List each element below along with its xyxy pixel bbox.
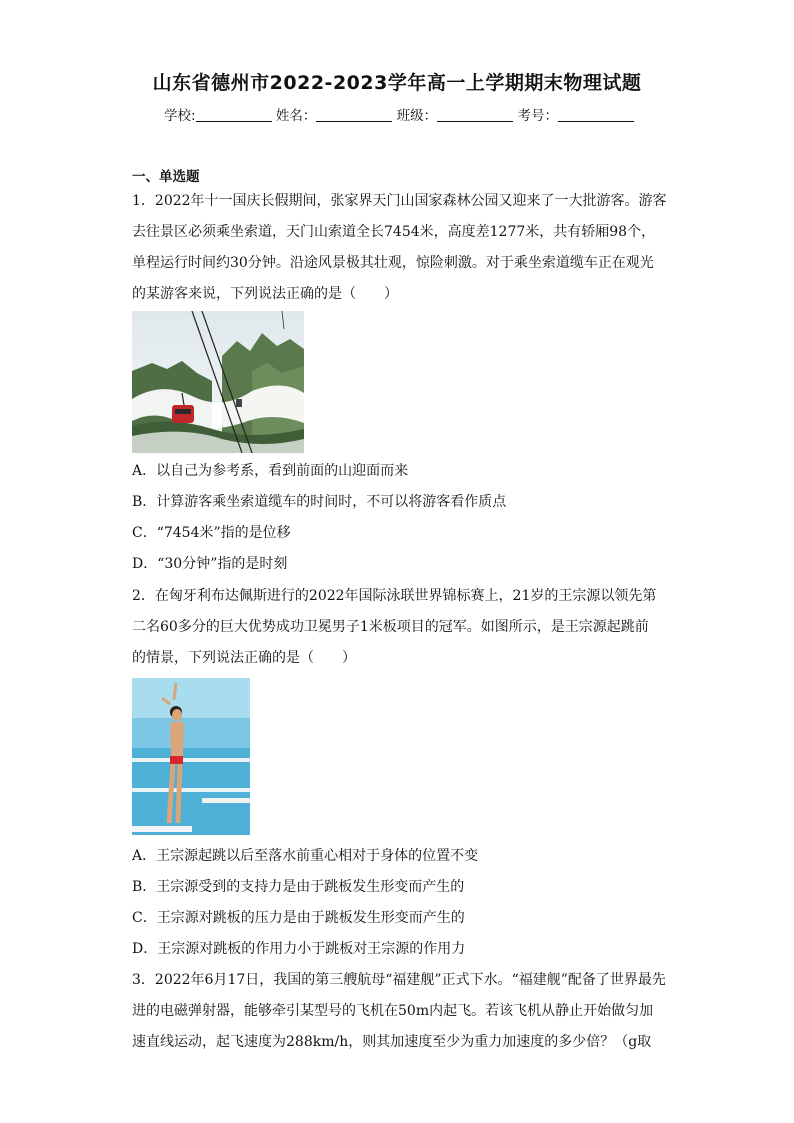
question-3-line-1: 3．2022年6月17日，我国的第三艘航母“福建舰”正式下水。“福建舰”配备了世界最先 (132, 972, 666, 988)
class-blank[interactable] (437, 108, 513, 122)
diver-swimsuit (170, 756, 183, 764)
diver-photo (132, 678, 250, 835)
question-2-line-1: 2．在匈牙利布达佩斯进行的2022年国际泳联世界锦标赛上，21岁的王宗源以领先第 (132, 588, 657, 604)
question-2-line-3: 的情景，下列说法正确的是（ ） (132, 650, 356, 666)
question-1-option-c[interactable]: C．“7454米”指的是位移 (132, 525, 291, 541)
question-1-option-d[interactable]: D．“30分钟”指的是时刻 (132, 556, 288, 572)
question-2-line-2: 二名60多分的巨大优势成功卫冕男子1米板项目的冠军。如图所示，是王宗源起跳前 (132, 619, 649, 635)
question-1-line-3: 单程运行时间约30分钟。沿途风景极其壮观，惊险刺激。对于乘坐索道缆车正在观光 (132, 255, 654, 271)
exam-number-blank[interactable] (558, 108, 634, 122)
question-2-option-a[interactable]: A．王宗源起跳以后至落水前重心相对于身体的位置不变 (132, 848, 479, 864)
section-heading: 一、单选题 (132, 169, 200, 185)
exam-title: 山东省德州市2022-2023学年高一上学期期末物理试题 (152, 72, 642, 94)
question-3-line-3: 速直线运动，起飞速度为288km/h，则其加速度至少为重力加速度的多少倍？（g取 (132, 1034, 652, 1050)
question-3-line-2: 进的电磁弹射器，能够牵引某型号的飞机在50m内起飞。若该飞机从静止开始做匀加 (132, 1003, 654, 1019)
question-1-line-2: 去往景区必须乘坐索道，天门山索道全长7454米，高度差1277米，共有轿厢98个， (132, 224, 656, 240)
student-info-row (164, 104, 634, 124)
name-label: 姓名： (275, 108, 317, 124)
question-1-line-1: 1．2022年十一国庆长假期间，张家界天门山国家森林公园又迎来了一大批游客。游客 (132, 193, 667, 209)
question-1-option-b[interactable]: B．计算游客乘坐索道缆车的时间时，不可以将游客看作质点 (132, 494, 507, 510)
school-blank[interactable] (196, 108, 272, 122)
exam-number-label: 考号： (517, 108, 558, 124)
question-2-option-c[interactable]: C．王宗源对跳板的压力是由于跳板发生形变而产生的 (132, 910, 465, 926)
cable-car-photo (132, 311, 304, 453)
question-1-line-4: 的某游客来说，下列说法正确的是（ ） (132, 286, 398, 302)
class-label: 班级： (396, 108, 438, 124)
question-2-option-d[interactable]: D．王宗源对跳板的作用力小于跳板对王宗源的作用力 (132, 941, 466, 957)
question-2-option-b[interactable]: B．王宗源受到的支持力是由于跳板发生形变而产生的 (132, 879, 465, 895)
school-label: 学校: (164, 108, 196, 124)
question-1-option-a[interactable]: A．以自己为参考系，看到前面的山迎面而来 (132, 463, 409, 479)
name-blank[interactable] (316, 108, 392, 122)
